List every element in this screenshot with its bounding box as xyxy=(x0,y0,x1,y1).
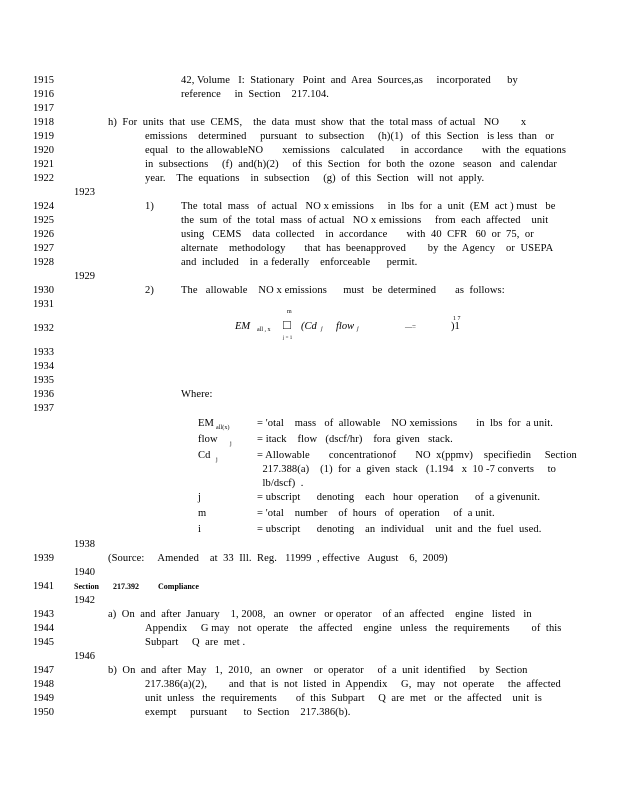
document-line-text: 217.386(a)(2), and that is not listed in Appendix G, may not operate the affected xyxy=(145,679,561,690)
document-line-text: 42, Volume I: Stationary Point and Area Sources,as incorporated by xyxy=(181,75,518,86)
line-number: 1924 xyxy=(33,201,54,212)
document-line-text: Subpart Q are met . xyxy=(145,637,246,648)
line-number: 1931 xyxy=(33,299,54,310)
document-line-text: h) For units that use CEMS, the data must show that the total mass of actual NO x xyxy=(108,117,527,128)
line-number: 1915 xyxy=(33,75,54,86)
line-number: 1935 xyxy=(33,375,54,386)
line-number: 1941 xyxy=(33,581,54,592)
definition-symbol-subscript: all(x) xyxy=(216,425,230,431)
equation-term-flow: flow xyxy=(336,321,355,332)
line-number: 1944 xyxy=(33,623,54,634)
section-label: Section xyxy=(74,582,99,591)
line-number: 1920 xyxy=(33,145,54,156)
line-number: 1948 xyxy=(33,679,54,690)
document-line-text: equal to the allowableNO xemissions calculated in accordance with the equations xyxy=(145,145,567,156)
equation-term-cd: (Cd xyxy=(301,321,317,332)
document-line-text: exempt pursuant to Section 217.386(b). xyxy=(145,707,351,718)
line-number: 1934 xyxy=(33,361,54,372)
document-line-text: Appendix G may not operate the affected engine unless the requirements of this xyxy=(145,623,562,634)
document-line-text: (Source: Amended at 33 Ill. Reg. 11999 , effective August 6, 2009) xyxy=(108,553,448,564)
line-number: 1918 xyxy=(33,117,54,128)
document-line-text: and included in a federally enforceable permit. xyxy=(181,257,418,268)
line-number: 1927 xyxy=(33,243,54,254)
document-line-text: in subsections (f) and(h)(2) of this Section for both the ozone season and calendar xyxy=(145,159,558,170)
document-line-text: the sum of the total mass of actual NO x emissions from each affected unit xyxy=(181,215,549,226)
line-number: 1916 xyxy=(33,89,54,100)
line-number: 1922 xyxy=(33,173,54,184)
line-number: 1943 xyxy=(33,609,54,620)
section-number: 217.392 xyxy=(113,582,139,591)
equation-tail-superscript: 1 7 xyxy=(453,316,461,322)
definition-description: = Allowable concentrationof NO x(ppmv) specifiedin Section xyxy=(257,450,577,461)
document-line-text: emissions determined pursuant to subsection (h)(1) of this Section is less than or xyxy=(145,131,555,142)
definition-symbol: flow xyxy=(198,434,218,445)
equation-lhs: EM xyxy=(235,321,251,332)
definition-symbol: Cd xyxy=(198,450,211,461)
definition-symbol-subscript: j xyxy=(230,441,232,447)
line-number: 1919 xyxy=(33,131,54,142)
definition-symbol-subscript: j xyxy=(216,457,218,463)
sum-lower-limit: j = 1 xyxy=(283,336,293,341)
sum-upper-limit: m xyxy=(287,309,292,315)
section-title: Compliance xyxy=(158,582,199,591)
line-number: 1932 xyxy=(33,323,54,334)
document-line-text: b) On and after May 1, 2010, an owner or operator of a unit identified by Section xyxy=(108,665,528,676)
allowable-nox-equation xyxy=(235,309,465,345)
equation-lhs-subscript: all , x xyxy=(257,327,271,333)
summation-icon: □ xyxy=(283,317,291,332)
document-line-text: a) On and after January 1, 2008, an owner or operator of an affected engine listed in xyxy=(108,609,532,620)
definition-description: = ubscript denoting each hour operation of a givenunit. xyxy=(257,492,541,503)
line-number: 1928 xyxy=(33,257,54,268)
line-number-indented: 1929 xyxy=(74,271,95,282)
line-number-indented: 1946 xyxy=(74,651,95,662)
definition-description: = 'otal number of hours of operation of a unit. xyxy=(257,508,495,519)
document-line-text: year. The equations in subsection (g) of this Section will not apply. xyxy=(145,173,485,184)
line-number: 1917 xyxy=(33,103,54,114)
line-number: 1933 xyxy=(33,347,54,358)
equation-operator: —= xyxy=(405,323,416,331)
definition-description: = itack flow (dscf/hr) fora given stack. xyxy=(257,434,453,445)
definition-symbol: m xyxy=(198,508,207,519)
definition-symbol: EM xyxy=(198,418,214,429)
document-line-text: 1) The total mass of actual NO x emissions in lbs for a unit (EM act ) must be xyxy=(145,201,556,212)
line-number-indented: 1923 xyxy=(74,187,95,198)
line-number-indented: 1942 xyxy=(74,595,95,606)
document-line-text: alternate methodology that has beenapproved by the Agency or USEPA xyxy=(181,243,554,254)
definition-description: lb/dscf) . xyxy=(257,478,304,489)
line-number: 1950 xyxy=(33,707,54,718)
line-number: 1937 xyxy=(33,403,54,414)
line-number-indented: 1940 xyxy=(74,567,95,578)
line-number: 1925 xyxy=(33,215,54,226)
document-line-text: unit unless the requirements of this Subpart Q are met or the affected unit is xyxy=(145,693,542,704)
line-number: 1926 xyxy=(33,229,54,240)
line-number: 1947 xyxy=(33,665,54,676)
definition-symbol: i xyxy=(198,524,202,535)
line-number: 1939 xyxy=(33,553,54,564)
definition-symbol: j xyxy=(198,492,202,503)
definition-description: = ubscript denoting an individual unit and the fuel used. xyxy=(257,524,542,535)
equation-term-cd-subscript: j xyxy=(321,326,323,332)
equation-term-flow-subscript: j xyxy=(357,326,359,332)
equation-tail: )1 xyxy=(451,321,460,332)
line-number-indented: 1938 xyxy=(74,539,95,550)
line-number: 1936 xyxy=(33,389,54,400)
document-line-text: Where: xyxy=(181,389,213,400)
document-line-text: reference in Section 217.104. xyxy=(181,89,330,100)
line-number: 1921 xyxy=(33,159,54,170)
line-number: 1949 xyxy=(33,693,54,704)
line-number: 1945 xyxy=(33,637,54,648)
line-number: 1930 xyxy=(33,285,54,296)
definition-description: = 'otal mass of allowable NO xemissions in lbs for a unit. xyxy=(257,418,553,429)
document-line-text: 2) The allowable NO x emissions must be determined as follows: xyxy=(145,285,505,296)
document-line-text: using CEMS data collected in accordance with 40 CFR 60 or 75, or xyxy=(181,229,534,240)
definition-description: 217.388(a) (1) for a given stack (1.194 x 10 -7 converts to xyxy=(257,464,557,475)
